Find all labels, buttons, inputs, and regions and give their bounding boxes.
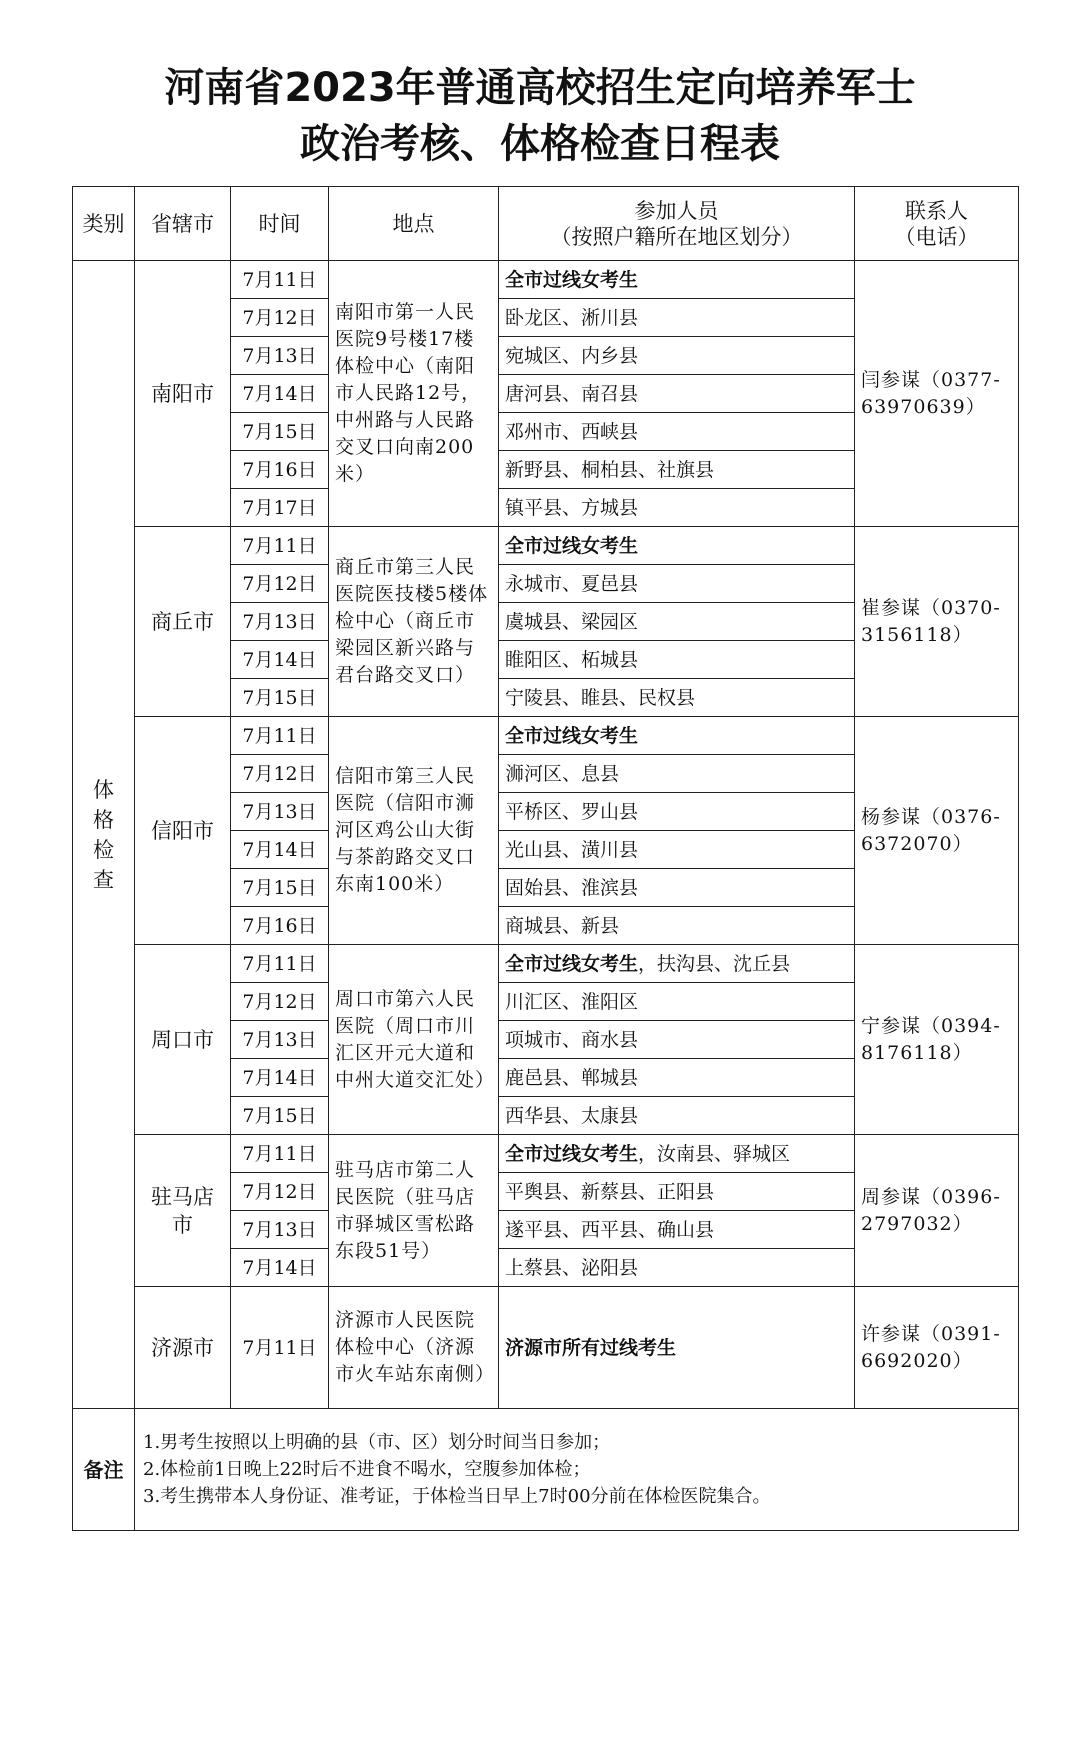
participants-text: 光山县、潢川县 bbox=[505, 838, 639, 861]
date-cell: 7月11日 bbox=[231, 1287, 329, 1409]
participants-cell bbox=[499, 679, 855, 717]
date-cell: 7月14日 bbox=[231, 641, 329, 679]
participants-text: 上蔡县、泌阳县 bbox=[505, 1256, 639, 1279]
header-city: 省辖市 bbox=[135, 187, 231, 261]
participants-text: 项城市、商水县 bbox=[505, 1028, 639, 1051]
participants-cell bbox=[499, 869, 855, 907]
participants-cell bbox=[499, 1287, 855, 1409]
participants-text: 唐河县、南召县 bbox=[505, 382, 639, 405]
city-name: 商丘市 bbox=[135, 527, 231, 717]
participants-text: 川汇区、淮阳区 bbox=[505, 990, 639, 1013]
contact-cell: 周参谋（0396-2797032） bbox=[855, 1135, 1019, 1287]
date-cell: 7月12日 bbox=[231, 983, 329, 1021]
participants-bold: 全市过线女考生 bbox=[505, 1142, 639, 1165]
participants-cell bbox=[499, 451, 855, 489]
participants-bold: 全市过线女考生 bbox=[505, 724, 639, 747]
header-location: 地点 bbox=[329, 187, 499, 261]
header-contact bbox=[855, 187, 1019, 261]
contact-cell: 杨参谋（0376-6372070） bbox=[855, 717, 1019, 945]
page-title-line2: 政治考核、体格检查日程表 bbox=[300, 121, 780, 167]
schedule-row bbox=[73, 945, 1019, 983]
participants-text: 商城县、新县 bbox=[505, 914, 620, 937]
participants-cell bbox=[499, 1249, 855, 1287]
date-cell: 7月12日 bbox=[231, 755, 329, 793]
participants-bold: 全市过线女考生 bbox=[505, 534, 639, 557]
participants-text: 浉河区、息县 bbox=[505, 762, 620, 785]
date-cell: 7月12日 bbox=[231, 565, 329, 603]
participants-text: 卧龙区、淅川县 bbox=[505, 306, 639, 329]
date-cell: 7月15日 bbox=[231, 869, 329, 907]
participants-text: 睢阳区、柘城县 bbox=[505, 648, 639, 671]
location-cell: 信阳市第三人民医院（信阳市浉河区鸡公山大街与茶韵路交叉口东南100米） bbox=[329, 717, 499, 945]
header-participants-line1: 参加人员 bbox=[634, 198, 719, 223]
participants-text: 鹿邑县、郸城县 bbox=[505, 1066, 639, 1089]
contact-cell: 许参谋（0391-6692020） bbox=[855, 1287, 1019, 1409]
participants-cell bbox=[499, 983, 855, 1021]
date-cell: 7月15日 bbox=[231, 679, 329, 717]
note-item: 2.体检前1日晚上22时后不进食不喝水，空腹参加体检； bbox=[143, 1459, 591, 1480]
participants-cell bbox=[499, 717, 855, 755]
category-cell bbox=[73, 261, 135, 1409]
header-category: 类别 bbox=[73, 187, 135, 261]
participants-text: 永城市、夏邑县 bbox=[505, 572, 639, 595]
contact-cell: 闫参谋（0377-63970639） bbox=[855, 261, 1019, 527]
category-label: 体格检查 bbox=[93, 777, 114, 892]
date-cell: 7月11日 bbox=[231, 945, 329, 983]
schedule-row bbox=[73, 261, 1019, 299]
participants-cell bbox=[499, 527, 855, 565]
date-cell: 7月12日 bbox=[231, 299, 329, 337]
participants-cell bbox=[499, 1135, 855, 1173]
schedule-body bbox=[73, 261, 1019, 1531]
participants-text: 虞城县、梁园区 bbox=[505, 610, 639, 633]
page-title-line1: 河南省2023年普通高校招生定向培养军士 bbox=[164, 65, 916, 111]
header-participants bbox=[499, 187, 855, 261]
date-cell: 7月11日 bbox=[231, 717, 329, 755]
location-cell: 商丘市第三人民医院医技楼5楼体检中心（商丘市梁园区新兴路与君台路交叉口） bbox=[329, 527, 499, 717]
note-item: 3.考生携带本人身份证、准考证，于体检当日早上7时00分前在体检医院集合。 bbox=[143, 1486, 771, 1507]
date-cell: 7月11日 bbox=[231, 1135, 329, 1173]
date-cell: 7月14日 bbox=[231, 1059, 329, 1097]
participants-cell bbox=[499, 1097, 855, 1135]
date-cell: 7月16日 bbox=[231, 451, 329, 489]
date-cell: 7月15日 bbox=[231, 413, 329, 451]
contact-cell: 宁参谋（0394-8176118） bbox=[855, 945, 1019, 1135]
date-cell: 7月14日 bbox=[231, 1249, 329, 1287]
participants-cell bbox=[499, 565, 855, 603]
contact-cell: 崔参谋（0370-3156118） bbox=[855, 527, 1019, 717]
notes-label: 备注 bbox=[73, 1409, 135, 1531]
participants-cell bbox=[499, 1211, 855, 1249]
participants-text: ，扶沟县、沈丘县 bbox=[638, 952, 791, 975]
header-contact-line1: 联系人 bbox=[905, 198, 968, 223]
participants-text: 平舆县、新蔡县、正阳县 bbox=[505, 1180, 715, 1203]
participants-text: ，汝南县、驿城区 bbox=[638, 1142, 791, 1165]
city-name: 信阳市 bbox=[135, 717, 231, 945]
location-cell: 济源市人民医院体检中心（济源市火车站东南侧） bbox=[329, 1287, 499, 1409]
city-name: 济源市 bbox=[135, 1287, 231, 1409]
participants-cell bbox=[499, 1021, 855, 1059]
location-cell: 周口市第六人民医院（周口市川汇区开元大道和中州大道交汇处） bbox=[329, 945, 499, 1135]
header-participants-line2: （按照户籍所在地区划分） bbox=[550, 224, 803, 249]
participants-text: 宁陵县、睢县、民权县 bbox=[505, 686, 696, 709]
participants-cell bbox=[499, 641, 855, 679]
date-cell: 7月14日 bbox=[231, 831, 329, 869]
date-cell: 7月13日 bbox=[231, 1211, 329, 1249]
participants-bold: 全市过线女考生 bbox=[505, 268, 639, 291]
schedule-row bbox=[73, 527, 1019, 565]
participants-bold: 全市过线女考生 bbox=[505, 952, 639, 975]
participants-bold: 济源市所有过线考生 bbox=[505, 1336, 677, 1359]
city-name: 周口市 bbox=[135, 945, 231, 1135]
date-cell: 7月17日 bbox=[231, 489, 329, 527]
participants-cell bbox=[499, 299, 855, 337]
participants-cell bbox=[499, 489, 855, 527]
participants-cell bbox=[499, 413, 855, 451]
notes-row bbox=[73, 1409, 1019, 1531]
schedule-table bbox=[72, 186, 1019, 1531]
participants-text: 西华县、太康县 bbox=[505, 1104, 639, 1127]
date-cell: 7月11日 bbox=[231, 261, 329, 299]
note-item: 1.男考生按照以上明确的县（市、区）划分时间当日参加； bbox=[143, 1432, 611, 1453]
header-time: 时间 bbox=[231, 187, 329, 261]
date-cell: 7月13日 bbox=[231, 603, 329, 641]
city-name: 驻马店市 bbox=[135, 1135, 231, 1287]
participants-cell bbox=[499, 1059, 855, 1097]
location-cell: 驻马店市第二人民医院（驻马店市驿城区雪松路东段51号） bbox=[329, 1135, 499, 1287]
participants-text: 邓州市、西峡县 bbox=[505, 420, 639, 443]
participants-text: 遂平县、西平县、确山县 bbox=[505, 1218, 715, 1241]
header-row bbox=[73, 187, 1019, 261]
date-cell: 7月13日 bbox=[231, 337, 329, 375]
notes-list bbox=[135, 1409, 1019, 1531]
participants-text: 镇平县、方城县 bbox=[505, 496, 639, 519]
participants-cell bbox=[499, 337, 855, 375]
participants-cell bbox=[499, 261, 855, 299]
participants-cell bbox=[499, 1173, 855, 1211]
date-cell: 7月13日 bbox=[231, 1021, 329, 1059]
participants-text: 固始县、淮滨县 bbox=[505, 876, 639, 899]
date-cell: 7月16日 bbox=[231, 907, 329, 945]
city-name: 南阳市 bbox=[135, 261, 231, 527]
participants-cell bbox=[499, 907, 855, 945]
participants-text: 新野县、桐柏县、社旗县 bbox=[505, 458, 715, 481]
location-cell: 南阳市第一人民医院9号楼17楼体检中心（南阳市人民路12号，中州路与人民路交叉口向南200米） bbox=[329, 261, 499, 527]
participants-cell bbox=[499, 755, 855, 793]
participants-cell bbox=[499, 831, 855, 869]
participants-cell bbox=[499, 603, 855, 641]
participants-text: 宛城区、内乡县 bbox=[505, 344, 639, 367]
participants-cell bbox=[499, 945, 855, 983]
date-cell: 7月11日 bbox=[231, 527, 329, 565]
schedule-row bbox=[73, 1287, 1019, 1409]
date-cell: 7月12日 bbox=[231, 1173, 329, 1211]
date-cell: 7月14日 bbox=[231, 375, 329, 413]
schedule-row bbox=[73, 1135, 1019, 1173]
date-cell: 7月13日 bbox=[231, 793, 329, 831]
schedule-row bbox=[73, 717, 1019, 755]
date-cell: 7月15日 bbox=[231, 1097, 329, 1135]
participants-text: 平桥区、罗山县 bbox=[505, 800, 639, 823]
participants-cell bbox=[499, 375, 855, 413]
header-contact-line2: （电话） bbox=[894, 224, 979, 249]
participants-cell bbox=[499, 793, 855, 831]
